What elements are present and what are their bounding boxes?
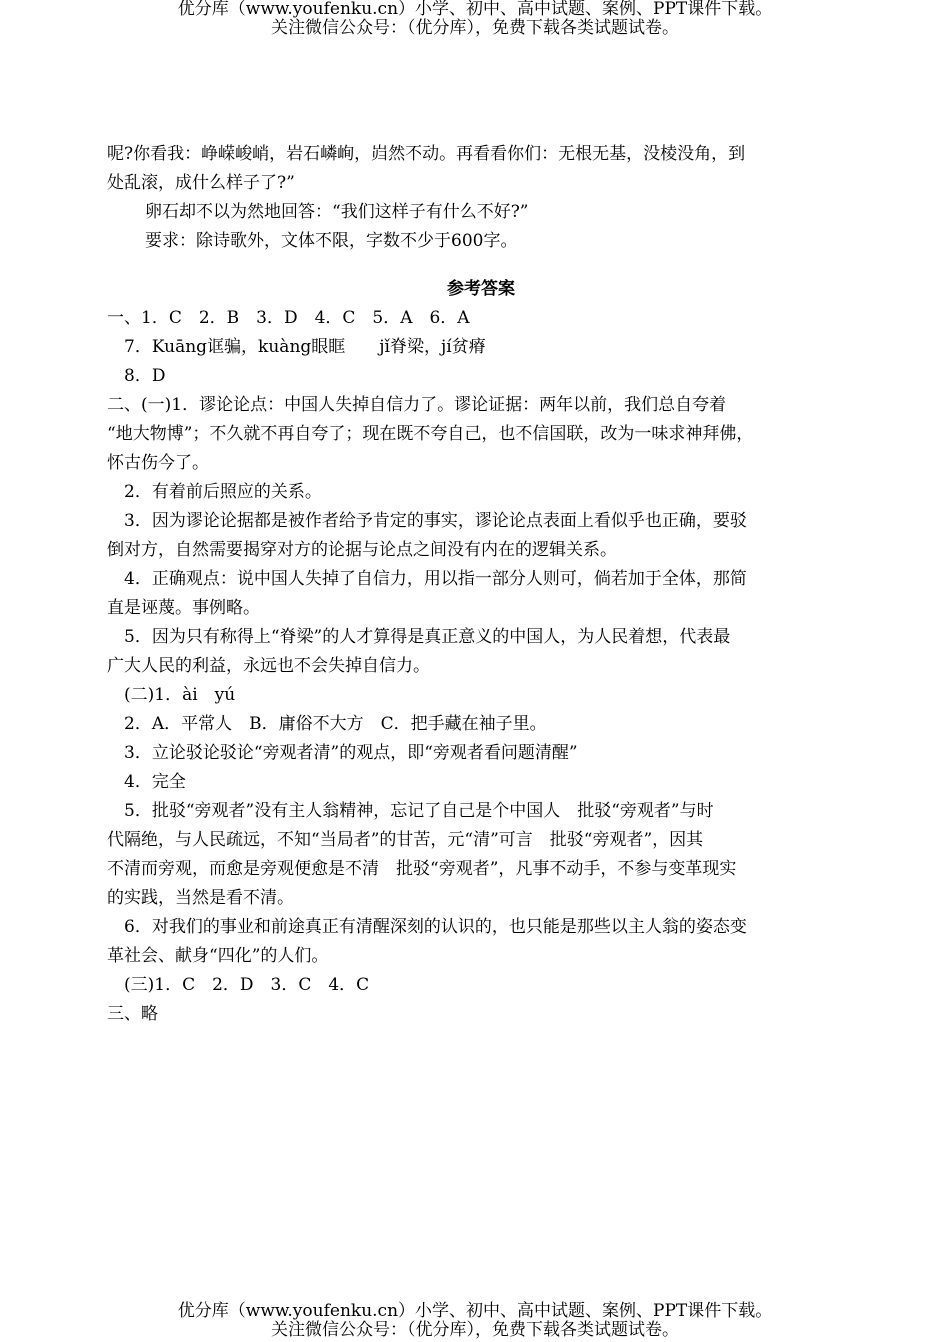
page-header xyxy=(0,0,950,38)
answer-line: 6．对我们的事业和前途真正有清醒深刻的认识的，也只能是那些以主人翁的姿态变 xyxy=(124,917,747,937)
content-line: 卵石却不以为然地回答：“我们这样子有什么不好?” xyxy=(145,202,529,222)
answer-line: 三、略 xyxy=(107,1004,158,1024)
header-line-1: 优分库（www.youfenku.cn）小学、初中、高中试题、案例、PPT课件下载。 xyxy=(177,0,773,19)
answer-line: 不清而旁观，而愈是旁观便愈是不清 批驳“旁观者”，凡事不动手，不参与变革现实 xyxy=(107,859,737,879)
answer-line: 二、(一)1．谬论论点：中国人失掉自信力了。谬论证据：两年以前，我们总自夸着 xyxy=(107,395,727,415)
answer-line: 7．Kuāng诓骗，kuàng眼眶 jǐ脊梁，jí贫瘠 xyxy=(124,337,486,357)
answer-line: 2．有着前后照应的关系。 xyxy=(124,482,322,502)
answer-line: 怀古伤今了。 xyxy=(107,453,209,473)
header-line-2: 关注微信公众号：（优分库），免费下载各类试题试卷。 xyxy=(271,18,679,38)
content-line: 处乱滚，成什么样子了?” xyxy=(107,173,295,193)
answer-line: 4．正确观点：说中国人失掉了自信力，用以指一部分人则可，倘若加于全体，那简 xyxy=(124,569,747,589)
answer-line: 8．D xyxy=(124,366,166,386)
content-line: 呢?你看我：峥嵘峻峭，岩石嶙峋，岿然不动。再看看你们：无根无基，没棱没角，到 xyxy=(107,144,746,164)
answer-line: 一、1．C 2．B 3．D 4．C 5．A 6．A xyxy=(107,308,470,328)
answer-line: 代隔绝，与人民疏远，不知“当局者”的甘苦，元“清”可言 批驳“旁观者”，因其 xyxy=(107,830,704,850)
answer-line: “地大物博”；不久就不再自夸了；现在既不夸自己，也不信国联，改为一味求神拜佛， xyxy=(107,424,754,444)
answer-line: (三)1．C 2．D 3．C 4．C xyxy=(124,975,370,995)
answer-line: 4．完全 xyxy=(124,772,186,792)
answer-line: 2．A．平常人 B．庸俗不大方 C．把手藏在袖子里。 xyxy=(124,714,547,734)
footer-line-2: 关注微信公众号：（优分库），免费下载各类试题试卷。 xyxy=(271,1320,679,1340)
answer-line: 3．因为谬论论据都是被作者给予肯定的事实，谬论论点表面上看似乎也正确，要驳 xyxy=(124,511,747,531)
answer-line: 倒对方，自然需要揭穿对方的论据与论点之间没有内在的逻辑关系。 xyxy=(107,540,617,560)
page-footer xyxy=(0,1302,950,1340)
document-body xyxy=(107,140,855,1029)
answer-line: 的实践，当然是看不清。 xyxy=(107,888,294,908)
answer-line: 直是诬蔑。事例略。 xyxy=(107,598,260,618)
answers-title: 参考答案 xyxy=(447,279,515,299)
answer-line: 5．因为只有称得上“脊梁”的人才算得是真正意义的中国人，为人民着想，代表最 xyxy=(124,627,731,647)
answer-line: 5．批驳“旁观者”没有主人翁精神，忘记了自己是个中国人 批驳“旁观者”与时 xyxy=(124,801,714,821)
answer-line: 革社会、献身“四化”的人们。 xyxy=(107,946,329,966)
answer-line: 3．立论驳论驳论“旁观者清”的观点，即“旁观者看问题清醒” xyxy=(124,743,578,763)
content-line: 要求：除诗歌外，文体不限，字数不少于600字。 xyxy=(145,231,518,251)
answer-line: (二)1．ài yú xyxy=(124,685,236,705)
footer-line-1: 优分库（www.youfenku.cn）小学、初中、高中试题、案例、PPT课件下载。 xyxy=(177,1301,773,1321)
answer-line: 广大人民的利益，永远也不会失掉自信力。 xyxy=(107,656,430,676)
